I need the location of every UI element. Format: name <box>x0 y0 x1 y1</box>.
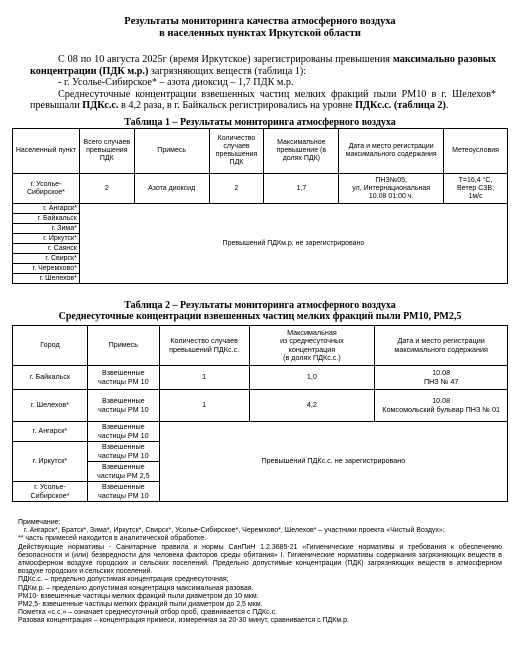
note-pm10: РМ10- взвешенные частицы мелких фракций пыли диаметром до 10 мкм. <box>18 592 259 600</box>
place-line: ПНЗ № 47 <box>423 376 459 386</box>
intro-p1-text: С 08 по 10 августа 2025г (время Иркутское) зарегистрированы превышения <box>58 54 393 65</box>
table1-cell-max: 1,7 <box>264 174 339 204</box>
notes-title: Примечание: <box>18 519 61 526</box>
table2-title <box>20 300 500 322</box>
table2-cell-count: 1 <box>159 366 249 390</box>
max-header-line-4: (в долях ПДКс.с.) <box>283 352 341 362</box>
note-regulations: Действующие нормативы - Санитарные правила и нормы СанПиН 1.2.3685-21 «Гигиенические нормативы и требования к обеспечению безопасности и (или) безвредности для человека факторов среды обитания» I. Гигиенические нормативы содержания загрязняющих веществ в атмосферном воздухе городских и сельских поселений. Предельно допустимые концентрации (ПДК) загрязняющих веществ в атмосферном воздухе городских и сельских поселений. <box>18 543 502 576</box>
table1-cell-count: 2 <box>209 174 264 204</box>
table-row <box>13 174 508 204</box>
table1-header-city: Населенный пункт <box>13 129 80 174</box>
table1-header-count: Количество случаев превышения ПДК <box>209 129 264 174</box>
intro-p3-end: . <box>445 100 449 111</box>
notes-section <box>18 519 502 626</box>
table1-header-row <box>13 129 508 174</box>
table2-cell-substance: Взвешенные частицы РМ 10 <box>87 390 159 422</box>
table2-other-city: г. Усолье-Сибирское* <box>13 482 88 502</box>
table1-city-cell: г. Черемхово* <box>13 264 80 274</box>
header-line-1: Результаты мониторинга качества атмосферного воздуха <box>124 16 396 27</box>
table1-cell-meteo <box>444 174 508 204</box>
intro-p3-mid: в 4,2 раза, в г. Байкальск регистрировались на уровне <box>118 100 356 111</box>
table-row <box>13 422 508 442</box>
table1-city-cell: г. Байкальск <box>13 214 80 224</box>
table2-other-substance: Взвешенные частицы РМ 10 <box>87 482 159 502</box>
table2-header-date: Дата и место регистрации максимального содержания <box>375 326 508 366</box>
table1-header-total: Всего случаев превышения ПДК <box>79 129 134 174</box>
note-participants: г. Ангарск*, Братск*, Зима*, Иркутск*, Свирск*, Усолье-Сибирское*, Черемхово*, Шелехов* – участники проекта «Чистый Воздух»; <box>24 527 445 535</box>
table1-city-cell: г. Свирск* <box>13 254 80 264</box>
table2-other-substance: Взвешенные частицы РМ 10 <box>87 442 159 462</box>
table2-cell-date <box>375 366 508 390</box>
note-ss-mark: Пометка «с.с.» – означает среднесуточный отбор проб, сравнивается с ПДКс.с. <box>18 609 278 617</box>
table1-cell-total: 2 <box>79 174 134 204</box>
note-analysis: ** часть примесей находится в аналитической обработке. <box>18 535 207 543</box>
intro-p3-bold-2: ПДКс.с. (таблица 2) <box>355 100 446 111</box>
table2-header-count: Количество случаев превышений ПДКс.с. <box>159 326 249 366</box>
max-header-line-2: из среднесуточных <box>280 336 344 346</box>
table2-cell-max: 1,0 <box>249 366 375 390</box>
table2-no-exceed: Превышений ПДКс.с. не зарегистрировано <box>159 422 507 502</box>
table2-title-line-1: Таблица 2 – Результаты мониторинга атмосферного воздуха <box>124 300 396 311</box>
table-row <box>13 366 508 390</box>
header-line-2: в населенных пунктах Иркутской области <box>159 28 361 39</box>
table1-header-meteo: Метеоусловия <box>444 129 508 174</box>
intro-p3-bold-1: ПДКс.с. <box>82 100 119 111</box>
table2-cell-substance: Взвешенные частицы РМ 10 <box>87 366 159 390</box>
table2-cell-city: г. Шелехов* <box>13 390 88 422</box>
table2-cell-max: 4,2 <box>249 390 375 422</box>
table2-other-city: г. Ангарск* <box>13 422 88 442</box>
table1-cell-city: г. Усолье-Сибирское* <box>13 174 80 204</box>
table1-header-place: Дата и место регистрации максимального содержания <box>339 129 444 174</box>
table1-no-exceed: Превышений ПДКм.р. не зарегистрировано <box>79 204 507 284</box>
place-line-2: ул, Интернациональная <box>352 184 431 192</box>
meteo-line-2: Ветер СЗВ; <box>457 184 495 192</box>
note-pdk-mr: ПДКм.р. – предельно допустимая концентрация максимальная разовая. <box>18 584 254 592</box>
table2-other-substance: Взвешенные частицы РМ 10 <box>87 422 159 442</box>
table1-city-cell: г. Шелехов* <box>13 274 80 284</box>
max-header-line-3: концентрация <box>288 344 336 354</box>
intro-paragraph-3 <box>30 89 496 112</box>
table1-city-cell: г. Зима* <box>13 224 80 234</box>
table1-title: Таблица 1 – Результаты мониторинга атмосферного воздуха <box>124 117 396 128</box>
table1-cell-substance: Азота диоксид <box>134 174 209 204</box>
meteo-line-3: 1м/с <box>468 192 483 200</box>
place-line-3: 10.08 01:00 ч. <box>368 192 414 200</box>
intro-paragraph-1 <box>30 54 496 77</box>
place-line-1: ПНЗ№05; <box>375 176 407 184</box>
table2 <box>12 325 508 502</box>
place-line: Комсомольский бульвар ПНЗ № 01 <box>382 404 501 414</box>
table2-cell-date <box>375 390 508 422</box>
max-header-line-1: Максимальная <box>287 328 337 338</box>
table2-other-city: г. Иркутск* <box>13 442 88 482</box>
document-header <box>30 16 490 40</box>
note-single-conc: Разовая концентрация – концентрация примеси, измеренная за 20-30 минут, сравнивается с ПДКм.р. <box>18 617 349 625</box>
meteo-line-1: T=16,4 °C, <box>458 176 493 184</box>
table1-city-cell: г. Ангарск* <box>13 204 80 214</box>
table2-cell-count: 1 <box>159 390 249 422</box>
note-pdk-ss: ПДКс.с. – предельно допустимая концентрация среднесуточная; <box>18 576 229 584</box>
intro-p1-tail: загрязняющих веществ (таблица 1): <box>148 65 307 77</box>
date-line: 10.08 <box>432 368 451 378</box>
table1-city-cell: г. Саянск <box>13 244 80 254</box>
table1-cell-place <box>339 174 444 204</box>
table1-header-substance: Примесь <box>134 129 209 174</box>
intro-p3-text: Среднесуточные концентрации взвешенных частиц мелких фракций пыли РМ10 в г. Шелехов* превышали <box>30 88 496 111</box>
table1-header-max: Максимальное превышение (в долях ПДК) <box>264 129 339 174</box>
intro-paragraph-2: - г. Усолье-Сибирское* – азота диоксид – 1,7 ПДК м.р. <box>58 77 294 88</box>
table1 <box>12 128 508 284</box>
table2-title-line-2: Среднесуточные концентрации взвешенных частиц мелких фракций пыли РМ10, РМ2,5 <box>58 311 462 322</box>
table2-header-city: Город <box>13 326 88 366</box>
intro-text <box>30 54 496 112</box>
date-line: 10.08 <box>432 396 451 406</box>
table-row <box>13 204 508 214</box>
table2-cell-city: г. Байкальск <box>13 366 88 390</box>
table2-other-substance: Взвешенные частицы РМ 2,5 <box>87 462 159 482</box>
table2-header-substance: Примесь <box>87 326 159 366</box>
table2-header-max <box>249 326 375 366</box>
note-pm25: РМ2,5- взвешенные частицы мелких фракций пыли диаметром до 2,5 мкм. <box>18 601 263 609</box>
table-row <box>13 390 508 422</box>
table2-header-row <box>13 326 508 366</box>
table1-city-cell: г. Иркутск* <box>13 234 80 244</box>
intro-p1-bold: максимально разовых концентрации (ПДК м.р.) <box>30 54 496 77</box>
